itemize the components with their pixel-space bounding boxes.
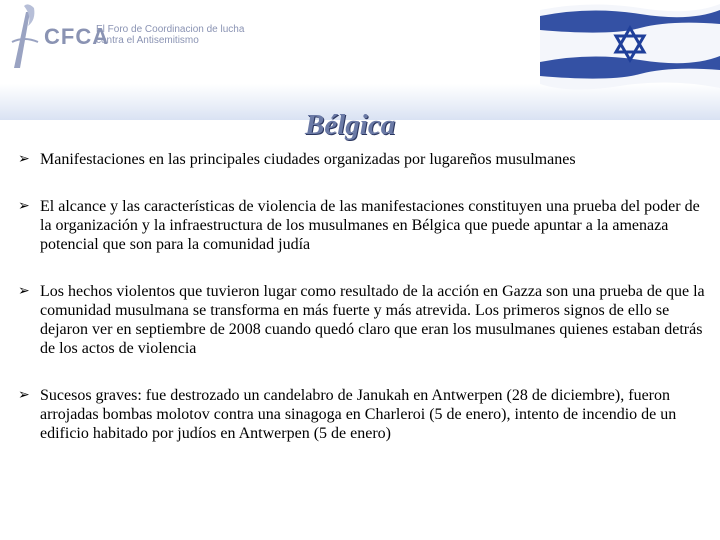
- israel-flag-icon: [530, 0, 720, 90]
- slide-title: Bélgica: [305, 109, 396, 141]
- cfca-logo: [6, 2, 246, 72]
- bullet-item: [18, 386, 708, 443]
- slide-header: [0, 0, 720, 120]
- arrow-bullet-icon: ➢: [18, 151, 30, 167]
- bullet-item: [18, 197, 708, 254]
- bullet-list: [18, 150, 708, 443]
- logo-tagline: El Foro de Coordinacion de lucha contra el Antisemitismo: [96, 24, 245, 46]
- torch-emblem-icon: [6, 2, 46, 70]
- bullet-text: El alcance y las características de violencia de las manifestaciones constituyen una prueba del poder de la organización y la infraestructura de los musulmanes en Bélgica que puede apuntar a la amenaza potencial que son para la comunidad judía: [40, 198, 700, 253]
- bullet-text: Los hechos violentos que tuvieron lugar como resultado de la acción en Gazza son una prueba de que la comunidad musulmana se transforma en más fuerte y más atrevida. Los primeros signos de ello se dejaron ver en septiembre de 2008 cuando quedó claro que eran los musulmanes quienes estaban detrás de los actos de violencia: [40, 283, 705, 357]
- arrow-bullet-icon: ➢: [18, 198, 30, 214]
- bullet-item: [18, 150, 708, 169]
- bullet-item: [18, 282, 708, 358]
- bullet-text: Manifestaciones en las principales ciudades organizadas por lugareños musulmanes: [40, 151, 576, 168]
- arrow-bullet-icon: ➢: [18, 283, 30, 299]
- logo-text: CFCA: [44, 24, 110, 49]
- arrow-bullet-icon: ➢: [18, 387, 30, 403]
- bullet-text: Sucesos graves: fue destrozado un candelabro de Janukah en Antwerpen (28 de diciembre), fueron arrojadas bombas molotov contra una sinagoga en Charleroi (5 de enero), intento de incendio de un edificio habitado por judíos en Antwerpen (5 de enero): [40, 387, 677, 442]
